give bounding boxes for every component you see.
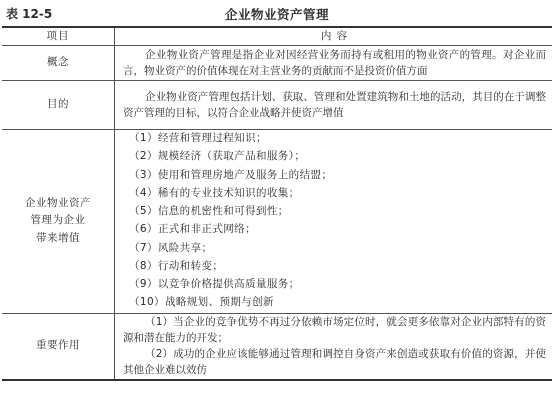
table-row-concept	[2, 46, 552, 81]
value-label-line: 企业物业资产	[25, 196, 91, 209]
list-item: （6）正式和非正式网络；	[129, 223, 256, 236]
table-row-goal	[2, 81, 552, 130]
list-item: （3）使用和管理房地产及服务上的结盟；	[129, 168, 333, 181]
table-caption	[6, 5, 548, 23]
role-text-1: （1）当企业的竞争优势不再过分依赖市场定位时，就会更多依靠对企业内部特有的资源和潜在能力的开发；	[123, 315, 546, 344]
table-number: 表 12-5	[6, 7, 53, 21]
list-item: （9）以竞争价格提供高质量服务；	[129, 278, 300, 291]
row-content-value	[115, 130, 553, 314]
row-label-role: 重要作用	[2, 313, 115, 380]
value-label-line: 管理为企业	[30, 214, 86, 227]
header-row	[2, 27, 552, 46]
list-item: （5）信息的机密性和可得到性；	[129, 205, 289, 218]
table-row-role	[2, 313, 552, 380]
header-item: 项目	[2, 27, 115, 46]
list-item: （10）战略规划、预期与创新	[129, 296, 274, 309]
row-label-value	[2, 130, 115, 314]
list-item: （8）行动和转变；	[129, 259, 224, 272]
goal-text: 企业物业资产管理包括计划、获取、管理和处置建筑物和土地的活动，其目的在于调整资产管理的目标，以符合企业战略并使资产增值	[123, 90, 546, 119]
list-item: （7）风险共享；	[129, 241, 213, 254]
asset-management-table	[2, 26, 552, 381]
list-item: （2）规模经济（获取产品和服务）；	[129, 150, 306, 163]
table-title: 企业物业资产管理	[224, 7, 329, 22]
role-text-2: （2）成功的企业应该能够通过管理和调控自身资产来创造或获取有价值的资源，并使其他企业难以效仿	[123, 348, 546, 377]
row-content-concept	[115, 46, 553, 81]
list-item: （1）经营和管理过程知识；	[129, 132, 267, 144]
concept-text: 企业物业资产管理是指企业对因经营业务而持有或租用的物业资产的管理。对企业而言，物业资产的价值体现在对主营业务的贡献而不是投资价值方面	[123, 48, 546, 77]
table-row-value	[2, 130, 552, 314]
value-label-line: 带来增值	[36, 232, 80, 245]
row-label-goal: 目的	[2, 81, 115, 130]
list-item: （4）稀有的专业技术知识的收集；	[129, 186, 300, 199]
row-content-goal	[115, 81, 553, 130]
row-content-role	[115, 313, 553, 380]
header-content: 内 容	[115, 27, 553, 46]
value-list	[123, 130, 546, 311]
row-label-concept: 概念	[2, 46, 115, 81]
